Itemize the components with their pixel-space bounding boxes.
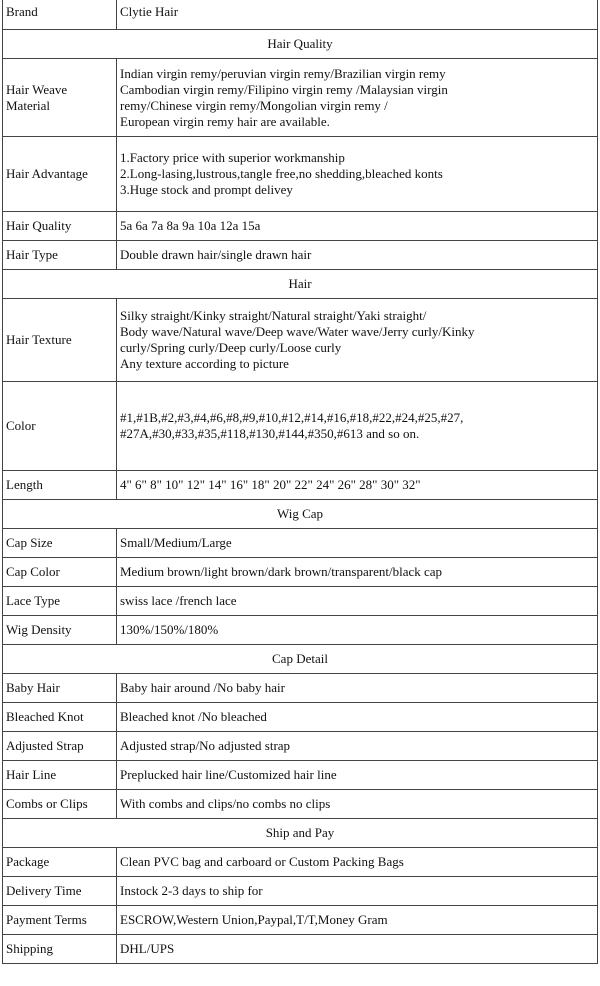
spec-value: DHL/UPS	[117, 935, 598, 964]
spec-label: Bleached Knot	[3, 703, 117, 732]
spec-label: Wig Density	[3, 616, 117, 645]
spec-row	[3, 137, 598, 212]
spec-row	[3, 212, 598, 241]
spec-value: Preplucked hair line/Customized hair line	[117, 761, 598, 790]
spec-label: Hair Line	[3, 761, 117, 790]
spec-label: Package	[3, 848, 117, 877]
section-row	[3, 500, 598, 529]
spec-label: Hair Quality	[3, 212, 117, 241]
spec-label: Shipping	[3, 935, 117, 964]
spec-value: 4" 6" 8" 10" 12" 14" 16" 18" 20" 22" 24" 26" 28" 30" 32"	[117, 471, 598, 500]
spec-label: Hair Weave Material	[3, 59, 117, 137]
spec-label: Delivery Time	[3, 877, 117, 906]
spec-row	[3, 848, 598, 877]
spec-value: Instock 2-3 days to ship for	[117, 877, 598, 906]
section-row	[3, 30, 598, 59]
spec-label: Hair Texture	[3, 299, 117, 382]
spec-row	[3, 0, 598, 30]
section-row	[3, 645, 598, 674]
spec-value: 130%/150%/180%	[117, 616, 598, 645]
spec-row	[3, 59, 598, 137]
spec-row	[3, 382, 598, 471]
section-row	[3, 270, 598, 299]
section-heading: Ship and Pay	[3, 819, 598, 848]
spec-label: Payment Terms	[3, 906, 117, 935]
spec-value: 1.Factory price with superior workmanship 2.Long-lasing,lustrous,tangle free,no shedding,bleached konts 3.Huge stock and prompt delivey	[117, 137, 598, 212]
spec-row	[3, 529, 598, 558]
spec-row	[3, 471, 598, 500]
spec-label: Hair Type	[3, 241, 117, 270]
spec-label: Combs or Clips	[3, 790, 117, 819]
spec-row	[3, 703, 598, 732]
spec-row	[3, 616, 598, 645]
spec-label: Cap Size	[3, 529, 117, 558]
spec-row	[3, 877, 598, 906]
spec-value: Clean PVC bag and carboard or Custom Packing Bags	[117, 848, 598, 877]
spec-row	[3, 790, 598, 819]
spec-value: Silky straight/Kinky straight/Natural straight/Yaki straight/ Body wave/Natural wave/Deep wave/Water wave/Jerry curly/Kinky curly/Spring curly/Deep curly/Loose curly Any texture according to picture	[117, 299, 598, 382]
section-row	[3, 819, 598, 848]
spec-row	[3, 732, 598, 761]
spec-row	[3, 558, 598, 587]
spec-row	[3, 587, 598, 616]
spec-row	[3, 299, 598, 382]
spec-value: Clytie Hair	[117, 0, 598, 30]
spec-label: Lace Type	[3, 587, 117, 616]
spec-label: Baby Hair	[3, 674, 117, 703]
spec-value: Small/Medium/Large	[117, 529, 598, 558]
spec-label: Color	[3, 382, 117, 471]
section-heading: Cap Detail	[3, 645, 598, 674]
spec-value: Adjusted strap/No adjusted strap	[117, 732, 598, 761]
spec-label: Adjusted Strap	[3, 732, 117, 761]
section-heading: Hair	[3, 270, 598, 299]
section-heading: Wig Cap	[3, 500, 598, 529]
spec-value: 5a 6a 7a 8a 9a 10a 12a 15a	[117, 212, 598, 241]
spec-value: With combs and clips/no combs no clips	[117, 790, 598, 819]
spec-body	[3, 0, 598, 964]
spec-table	[2, 0, 598, 964]
spec-row	[3, 935, 598, 964]
section-heading: Hair Quality	[3, 30, 598, 59]
spec-value: Medium brown/light brown/dark brown/transparent/black cap	[117, 558, 598, 587]
spec-label: Cap Color	[3, 558, 117, 587]
spec-value: Bleached knot /No bleached	[117, 703, 598, 732]
spec-value: Indian virgin remy/peruvian virgin remy/Brazilian virgin remy Cambodian virgin remy/Filipino virgin remy /Malaysian virgin remy/Chinese virgin remy/Mongolian virgin remy / European virgin remy hair are available.	[117, 59, 598, 137]
spec-value: Double drawn hair/single drawn hair	[117, 241, 598, 270]
spec-value: #1,#1B,#2,#3,#4,#6,#8,#9,#10,#12,#14,#16,#18,#22,#24,#25,#27, #27A,#30,#33,#35,#118,#130,#144,#350,#613 and so on.	[117, 382, 598, 471]
spec-value: ESCROW,Western Union,Paypal,T/T,Money Gram	[117, 906, 598, 935]
spec-row	[3, 674, 598, 703]
spec-row	[3, 241, 598, 270]
spec-row	[3, 761, 598, 790]
spec-value: swiss lace /french lace	[117, 587, 598, 616]
spec-value: Baby hair around /No baby hair	[117, 674, 598, 703]
spec-row	[3, 906, 598, 935]
spec-label: Length	[3, 471, 117, 500]
spec-label: Brand	[3, 0, 117, 30]
spec-label: Hair Advantage	[3, 137, 117, 212]
